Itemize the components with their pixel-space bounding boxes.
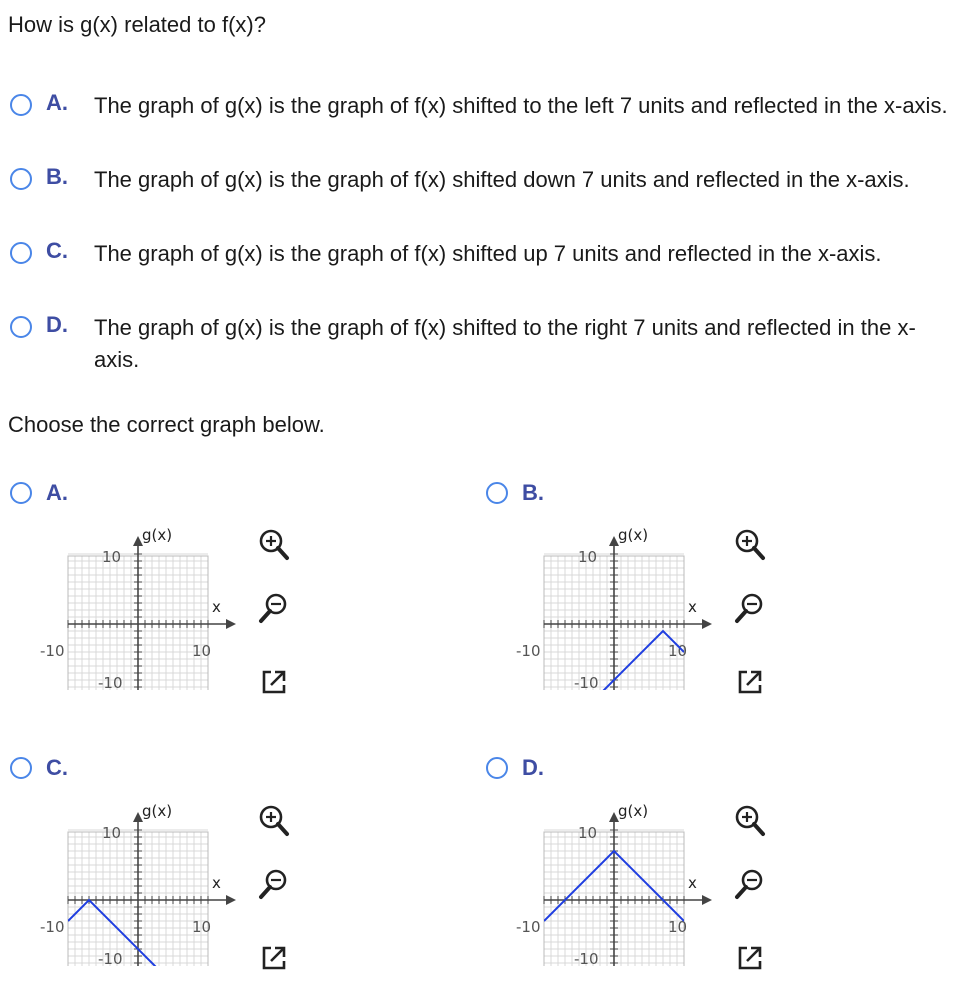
radio-graph-a[interactable] — [10, 482, 32, 504]
zoom-out-icon[interactable] — [732, 590, 768, 626]
radio-a[interactable] — [10, 94, 32, 116]
option-text: The graph of g(x) is the graph of f(x) shifted down 7 units and reflected in the x-axis. — [94, 167, 910, 192]
x-axis-arrow — [226, 619, 236, 629]
option-d[interactable] — [10, 310, 950, 376]
graph-b — [516, 520, 716, 690]
graph-svg — [40, 520, 240, 690]
x-axis-arrow — [702, 895, 712, 905]
tick-label-y-pos: 10 — [102, 824, 122, 842]
x-axis-label: x — [212, 874, 221, 892]
y-axis-label: g(x) — [142, 526, 173, 544]
tick-label-y-neg: -10 — [574, 674, 599, 690]
option-text: The graph of g(x) is the graph of f(x) shifted up 7 units and reflected in the x-axis. — [94, 241, 882, 266]
zoom-out-icon[interactable] — [256, 866, 292, 902]
zoom-in-icon[interactable] — [256, 803, 292, 839]
x-axis-label: x — [688, 874, 697, 892]
y-axis-label: g(x) — [618, 802, 649, 820]
tick-label-y-pos: 10 — [102, 548, 122, 566]
tick-label-x-neg: -10 — [40, 918, 65, 936]
radio-graph-d[interactable] — [486, 757, 508, 779]
graph-letter: B. — [522, 480, 544, 505]
open-window-icon[interactable] — [256, 664, 292, 700]
zoom-in-icon[interactable] — [732, 803, 768, 839]
question-text: How is g(x) related to f(x)? — [8, 12, 266, 37]
graph-svg — [516, 796, 716, 966]
tick-label-y-neg: -10 — [98, 950, 123, 966]
graph-letter: D. — [522, 755, 544, 780]
option-letter: D. — [46, 312, 68, 337]
x-axis-label: x — [212, 598, 221, 616]
radio-c[interactable] — [10, 242, 32, 264]
y-axis-label: g(x) — [618, 526, 649, 544]
graph-a — [40, 520, 240, 690]
graph-d — [516, 796, 716, 966]
y-axis-label: g(x) — [142, 802, 173, 820]
option-a[interactable] — [10, 88, 950, 154]
tick-label-x-pos: 10 — [192, 642, 212, 660]
option-text: The graph of g(x) is the graph of f(x) shifted to the right 7 units and reflected in the x-axis. — [94, 315, 916, 372]
tick-label-x-neg: -10 — [516, 918, 541, 936]
option-b[interactable] — [10, 162, 950, 228]
tick-label-y-pos: 10 — [578, 548, 598, 566]
choose-prompt: Choose the correct graph below. — [8, 412, 325, 437]
graph-letter: C. — [46, 755, 68, 780]
zoom-out-icon[interactable] — [732, 866, 768, 902]
tick-label-x-pos: 10 — [192, 918, 212, 936]
zoom-in-icon[interactable] — [732, 527, 768, 563]
graph-svg — [40, 796, 240, 966]
radio-graph-c[interactable] — [10, 757, 32, 779]
tick-label-y-neg: -10 — [574, 950, 599, 966]
option-letter: B. — [46, 164, 68, 189]
x-axis-arrow — [702, 619, 712, 629]
open-window-icon[interactable] — [732, 940, 768, 976]
graph-svg — [516, 520, 716, 690]
option-letter: C. — [46, 238, 68, 263]
graph-letter: A. — [46, 480, 68, 505]
tick-label-x-neg: -10 — [516, 642, 541, 660]
option-c[interactable] — [10, 236, 950, 302]
graph-c — [40, 796, 240, 966]
x-axis-arrow — [226, 895, 236, 905]
radio-d[interactable] — [10, 316, 32, 338]
option-text: The graph of g(x) is the graph of f(x) shifted to the left 7 units and reflected in the x-axis. — [94, 93, 948, 118]
tick-label-y-pos: 10 — [578, 824, 598, 842]
zoom-out-icon[interactable] — [256, 590, 292, 626]
zoom-in-icon[interactable] — [256, 527, 292, 563]
tick-label-y-neg: -10 — [98, 674, 123, 690]
open-window-icon[interactable] — [732, 664, 768, 700]
x-axis-label: x — [688, 598, 697, 616]
tick-label-x-pos: 10 — [668, 642, 688, 660]
option-letter: A. — [46, 90, 68, 115]
tick-label-x-neg: -10 — [40, 642, 65, 660]
radio-b[interactable] — [10, 168, 32, 190]
open-window-icon[interactable] — [256, 940, 292, 976]
tick-label-x-pos: 10 — [668, 918, 688, 936]
radio-graph-b[interactable] — [486, 482, 508, 504]
